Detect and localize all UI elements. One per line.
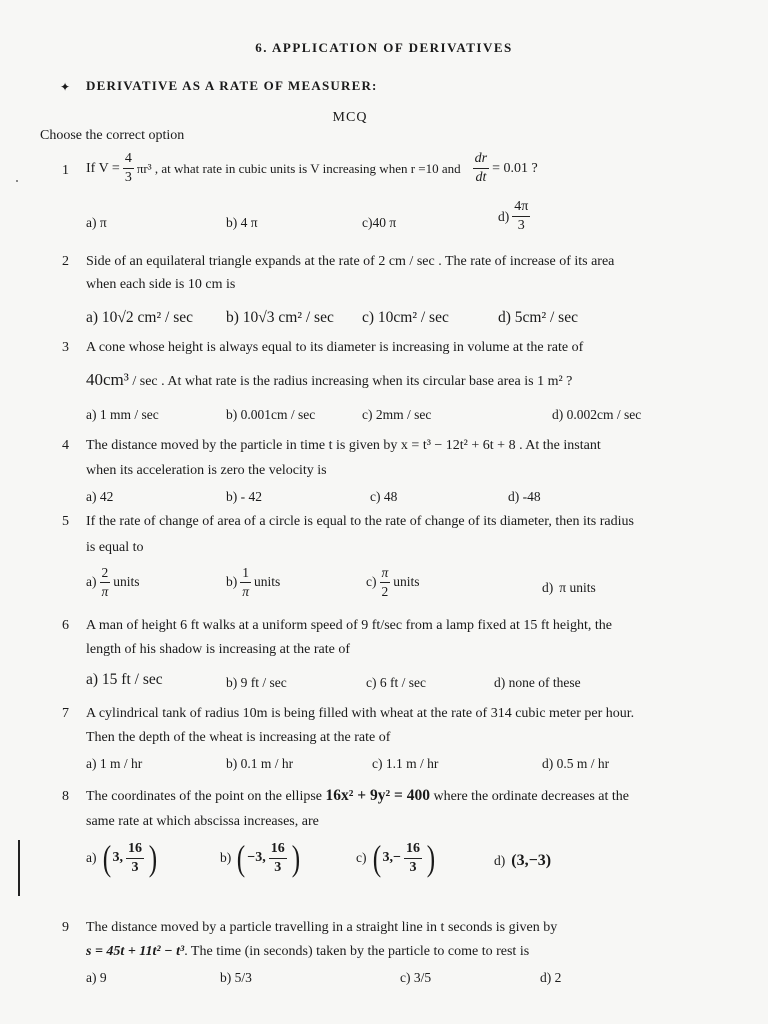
option-c[interactable] [366,566,420,598]
option-d[interactable] [542,580,596,596]
fraction-numerator: 16 [126,842,144,859]
fraction-numerator: 16 [269,842,287,859]
question-number: 6 [62,618,69,633]
option-d[interactable]: d) 0.002cm / sec [552,407,642,422]
fraction [404,842,422,875]
question-number: 3 [62,340,69,355]
question-number: 8 [62,789,69,804]
option-b[interactable] [226,566,280,598]
option-b[interactable]: b) - 42 [226,489,262,504]
option-label: a) [86,574,97,589]
option-b[interactable]: b) 4 π [226,215,258,230]
question-text-part: The coordinates of the point on the ellipse [86,789,326,804]
question-text-part: If V = [86,160,120,176]
option-label: b) [220,850,232,865]
option-d[interactable]: d) 5cm² / sec [498,309,578,326]
fraction-denominator: 3 [274,859,282,875]
question-text: when its acceleration is zero the velocity is [86,463,327,478]
option-d[interactable] [494,852,551,870]
question-text: Then the depth of the wheat is increasing at the rate of [86,730,391,745]
question-number: 2 [62,254,69,269]
coordinate-pair: (3,−3) [511,852,552,869]
option-b[interactable]: b) 5/3 [220,970,252,985]
fraction-denominator: π [101,583,109,599]
option-label: d) [494,853,506,868]
option-a[interactable] [86,840,159,876]
option-b[interactable]: b) 0.1 m / hr [226,756,294,771]
option-d[interactable]: d) -48 [508,489,541,504]
fraction-denominator: 2 [381,583,389,599]
option-c[interactable]: c)40 π [362,215,397,230]
question-text: is equal to [86,540,144,555]
coordinate-pair: ( 3,− $\frac{16}{3}$ ) [372,838,436,878]
fraction-denominator: 3 [409,859,417,875]
option-unit: π units [559,580,596,595]
fraction [123,152,134,185]
coordinate-x: 3, [112,850,123,865]
option-a[interactable]: a) 15 ft / sec [86,671,163,688]
section-heading: DERIVATIVE AS A RATE OF MEASURER: [86,78,378,93]
question-text: A man of height 6 ft walks at a uniform speed of 9 ft/sec from a lamp fixed at 15 ft height, the [86,618,613,633]
fraction [380,566,391,598]
fraction [100,566,111,598]
option-d[interactable]: d) 2 [540,970,562,985]
fraction-denominator: 3 [124,170,132,185]
question-number: 9 [62,920,69,935]
option-c[interactable]: c) 2mm / sec [362,407,432,422]
question-text-part: 40cm³ [86,370,129,389]
option-unit: units [254,574,281,589]
question-text-part: where the ordinate decreases at the [429,789,629,804]
question-text: length of his shadow is increasing at the rate of [86,642,350,657]
option-a[interactable]: a) 9 [86,970,107,985]
question-text [86,944,529,960]
margin-dot [16,180,18,182]
option-unit: units [113,574,140,589]
option-b[interactable]: b) 9 ft / sec [226,675,287,690]
question-number: 5 [62,514,69,529]
question-text-part: . The time (in seconds) taken by the particle to come to rest is [184,944,530,959]
instruction-text: Choose the correct option [40,128,185,143]
question-text [86,370,572,390]
coordinate-pair: ( 3, $\frac{16}{3}$ ) [102,838,158,878]
option-c[interactable]: c) 48 [370,489,398,504]
fraction [512,200,530,233]
fraction-numerator: dr [473,152,489,169]
fraction-denominator: dt [475,170,487,185]
option-b[interactable]: b) 10√3 cm² / sec [226,309,334,326]
mcq-heading: MCQ [332,110,368,125]
fraction [269,842,287,875]
option-label: a) [86,850,97,865]
option-c[interactable]: c) 10cm² / sec [362,309,449,326]
question-text: If the rate of change of area of a circle is equal to the rate of change of its diameter, then its radius [86,514,634,529]
option-a[interactable]: a) π [86,215,107,230]
fraction [240,566,251,598]
option-label: b) [226,574,238,589]
option-b[interactable]: b) 0.001cm / sec [226,407,316,422]
chapter-title: 6. APPLICATION OF DERIVATIVES [255,40,513,55]
option-c[interactable]: c) 1.1 m / hr [372,756,439,771]
fraction-numerator: 4π [512,200,530,217]
fraction [126,842,144,875]
fraction-denominator: 3 [517,218,525,233]
fraction [473,152,489,185]
question-text-part: πr³ , at what rate in cubic units is V increasing when r =10 and [136,160,461,176]
option-d[interactable]: d) 0.5 m / hr [542,756,610,771]
option-a[interactable]: a) 10√2 cm² / sec [86,309,193,326]
coordinate-x: 3,− [382,850,401,865]
question-text: when each side is 10 cm is [86,277,236,292]
fraction-denominator: π [242,583,250,599]
option-c[interactable]: c) 3/5 [400,970,432,985]
option-a[interactable]: a) 42 [86,489,114,504]
option-label: d) [542,580,554,595]
option-d[interactable]: d) none of these [494,675,581,690]
question-text: The distance moved by the particle in time t is given by x = t³ − 12t² + 6t + 8 . At the instant [86,438,601,453]
question-text: A cylindrical tank of radius 10m is being filled with wheat at the rate of 314 cubic meter per hour. [86,706,635,721]
fraction-numerator: 1 [240,566,251,583]
question-number: 7 [62,706,69,721]
fraction-numerator: 4 [123,152,134,169]
option-a[interactable]: a) 1 mm / sec [86,407,159,422]
question-text-part: / sec . At what rate is the radius increasing when its circular base area is 1 m² ? [128,374,573,389]
option-b[interactable] [220,840,302,876]
question-text: Side of an equilateral triangle expands at the rate of 2 cm / sec . The rate of increase of its area [86,254,615,269]
question-text [86,787,629,805]
option-c[interactable] [356,840,437,876]
question-text [86,152,538,185]
fraction-numerator: 16 [404,842,422,859]
margin-pen-mark [18,840,20,896]
option-label: c) [356,850,367,865]
question-text: same rate at which abscissa increases, are [86,814,319,829]
option-d[interactable] [498,200,533,233]
equation: s = 45t + 11t² − t³ [86,944,185,959]
question-text: A cone whose height is always equal to its diameter is increasing in volume at the rate of [86,340,584,355]
option-c[interactable]: c) 6 ft / sec [366,675,426,690]
bullet-icon: ✦ [60,80,71,94]
fraction-denominator: 3 [131,859,139,875]
question-text-part: = 0.01 ? [492,160,538,176]
option-a[interactable] [86,566,140,598]
fraction-numerator: 2 [100,566,111,583]
option-unit: units [393,574,420,589]
equation: 16x² + 9y² = 400 [325,787,430,804]
question-number: 1 [62,163,69,178]
option-label: d) [498,208,510,224]
coordinate-pair: ( −3, $\frac{16}{3}$ ) [237,838,300,878]
coordinate-x: −3, [247,850,266,865]
option-label: c) [366,574,377,589]
fraction-numerator: π [380,566,391,583]
option-a[interactable]: a) 1 m / hr [86,756,143,771]
question-number: 4 [62,438,69,453]
question-text: The distance moved by a particle travelling in a straight line in t seconds is given by [86,920,558,935]
